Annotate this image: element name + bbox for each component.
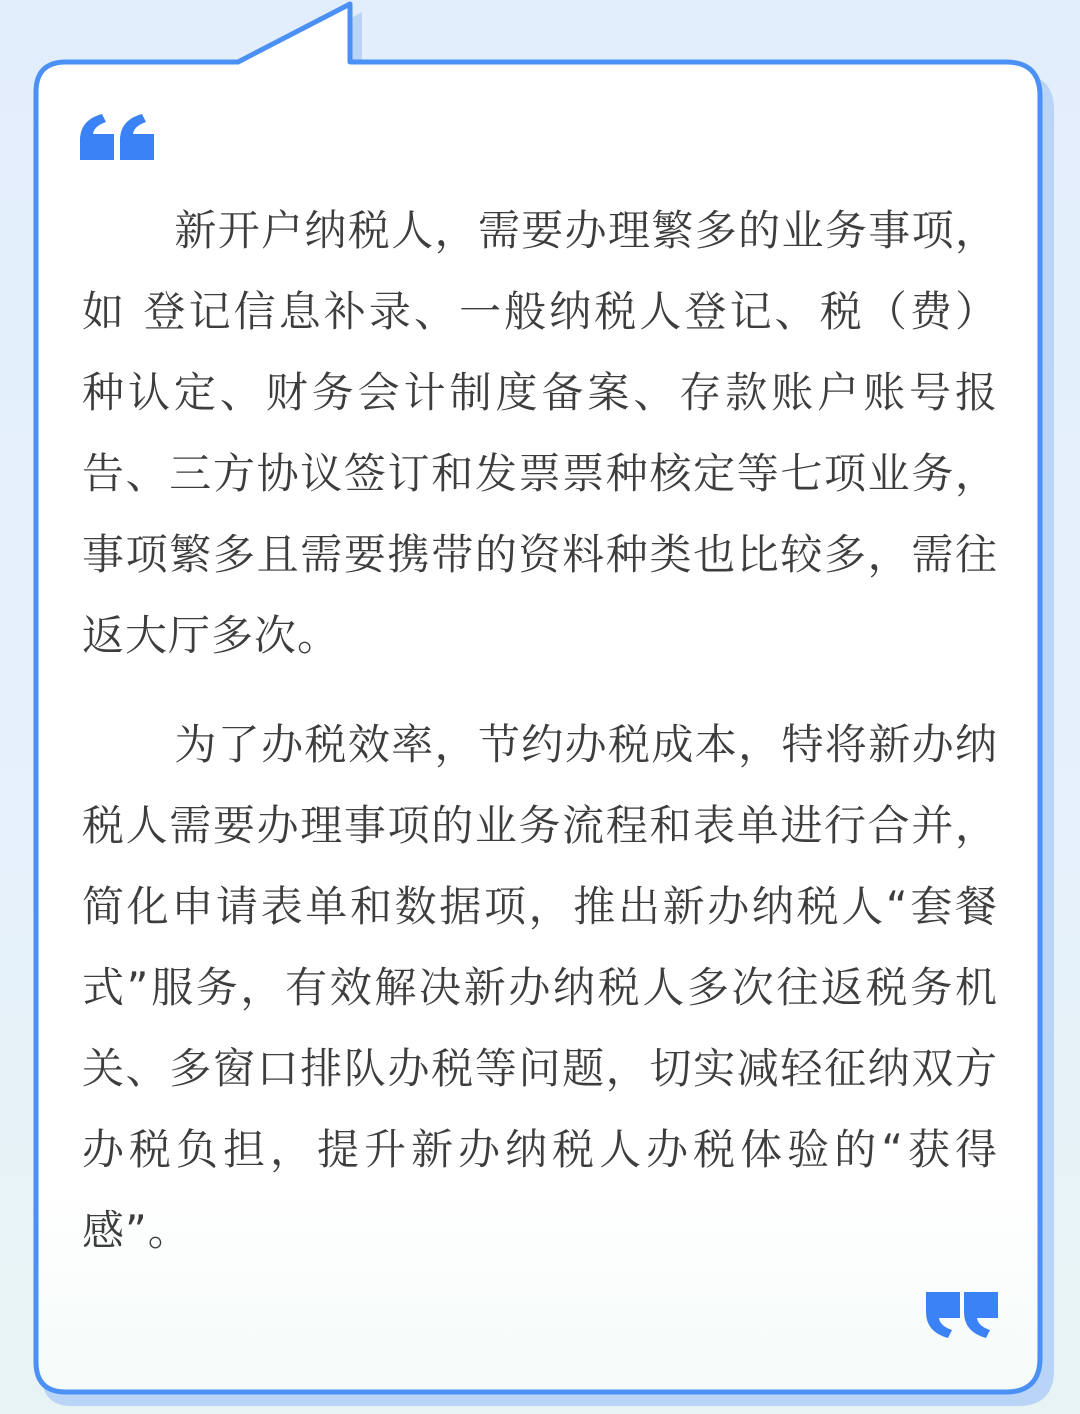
paragraph-1 xyxy=(82,190,998,676)
open-quote-icon xyxy=(80,114,156,160)
paragraph-2 xyxy=(82,704,998,1271)
paragraph-2-text: 为了办税效率，节约办税成本，特将新办纳税人需要办理事项的业务流程和表单进行合并，简化申请表单和数据项，推出新办纳税人“套餐式”服务，有效解决新办纳税人多次往返税务机关、多窗口排队办税等问题，切实减轻征纳双方办税负担，提升新办纳税人办税体验的“获得感”。 xyxy=(82,720,998,1255)
article-body xyxy=(82,190,998,1271)
paragraph-1-text: 新开户纳税人，需要办理繁多的业务事项，如 登记信息补录、一般纳税人登记、税（费）种认定、财务会计制度备案、存款账户账号报告、三方协议签订和发票票种核定等七项业务，事项繁多且需要携带的资料种类也比较多，需往返大厅多次。 xyxy=(82,206,998,660)
close-quote-icon xyxy=(924,1292,1000,1338)
